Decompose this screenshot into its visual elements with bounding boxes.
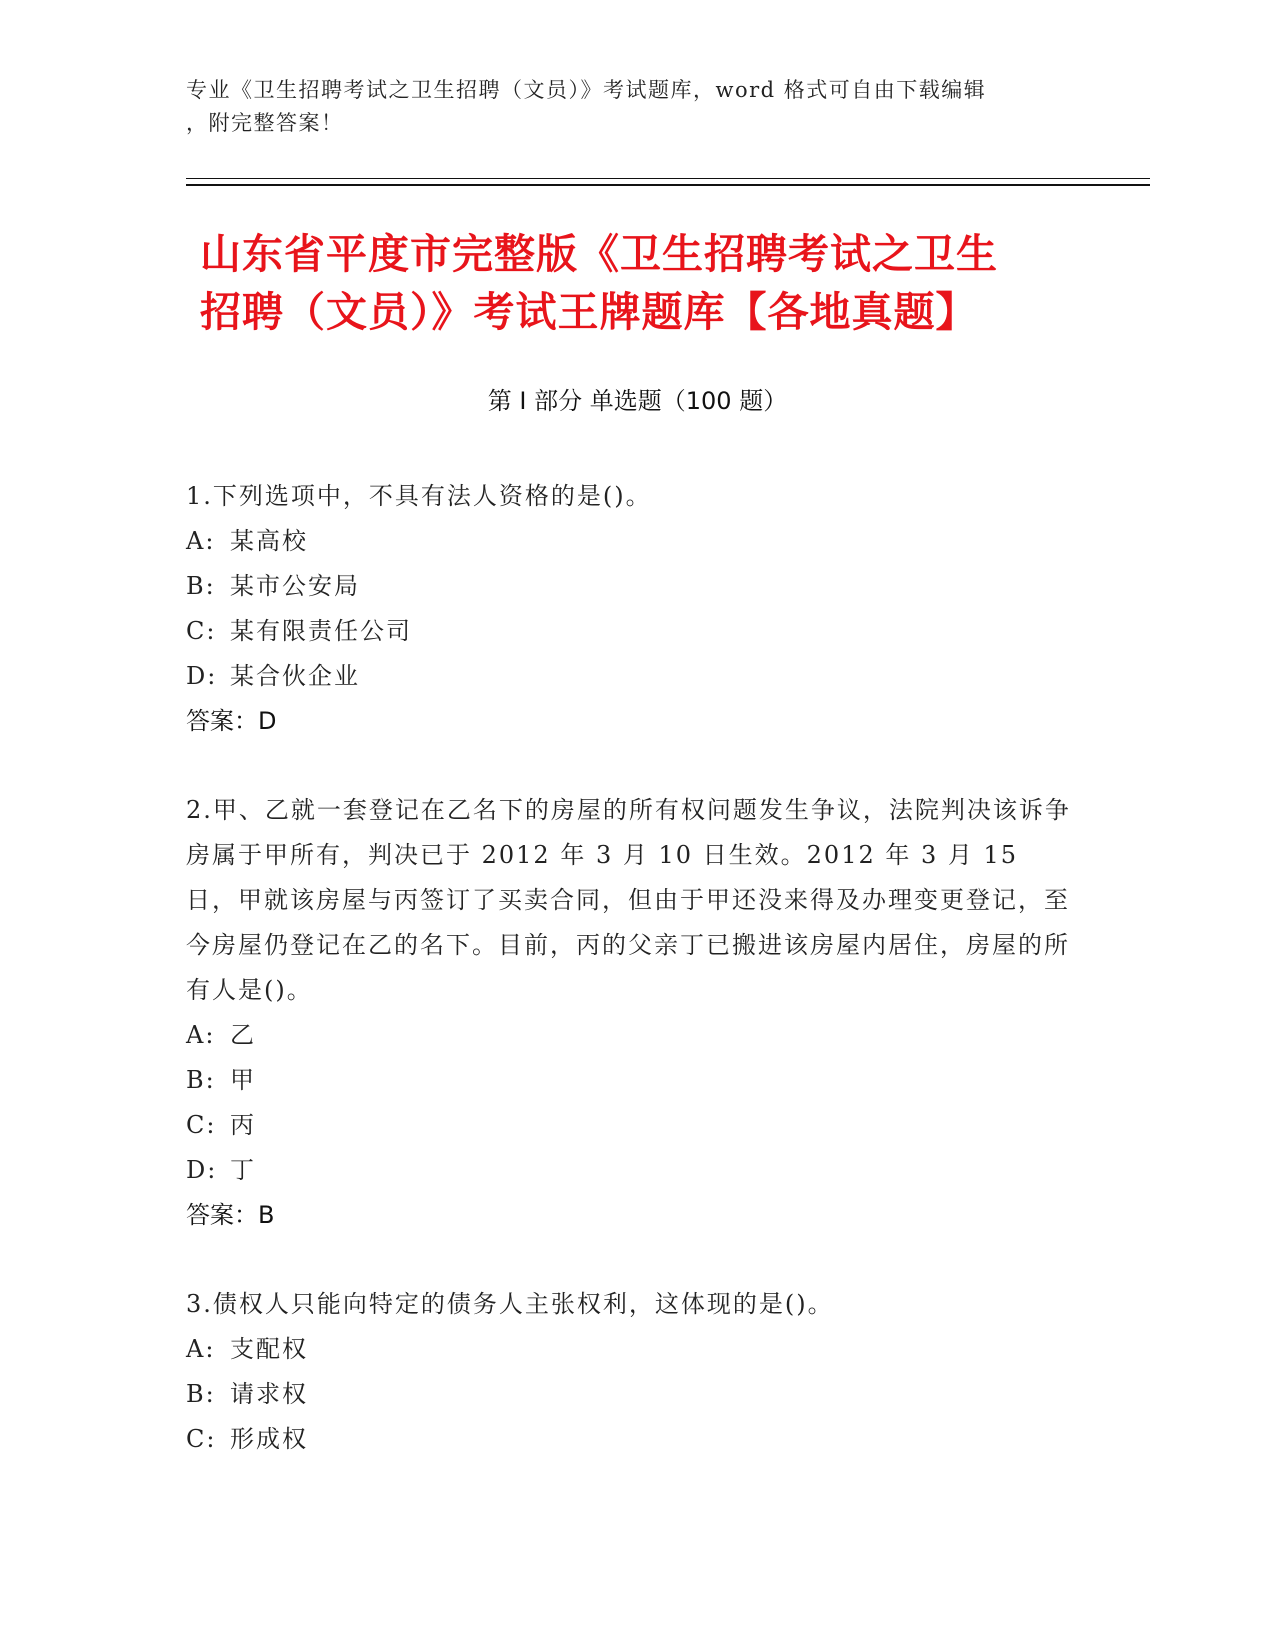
question-3 <box>186 1282 1076 1462</box>
option-text: 甲 <box>230 1066 256 1094</box>
option-text: 某高校 <box>230 527 308 555</box>
option-text: 丙 <box>230 1111 256 1139</box>
option-label: B: <box>186 1066 216 1094</box>
option-label: B: <box>186 1380 216 1408</box>
question-stem: 2.甲、乙就一套登记在乙名下的房屋的所有权问题发生争议，法院判决该诉争房属于甲所有，判决已于 2012 年 3 月 10 日生效。2012 年 3 月 15 日，甲就该房屋与丙签订了买卖合同，但由于甲还没来得及办理变更登记，至今房屋仍登记在乙的名下。目前，丙的父亲丁已搬进该房屋内居住，房屋的所有人是()。 <box>186 796 1071 1004</box>
question-list <box>186 474 1076 1506</box>
option-text: 支配权 <box>230 1335 308 1363</box>
header-note <box>186 74 1066 140</box>
option-label: A: <box>186 527 216 555</box>
option-label: D: <box>186 662 218 690</box>
option-text: 某有限责任公司 <box>230 617 412 645</box>
option-a <box>186 1327 1076 1372</box>
option-c <box>186 609 1076 654</box>
option-text: 形成权 <box>230 1425 308 1453</box>
header-rule-thin <box>186 178 1150 179</box>
document-title-line-2: 招聘（文员）》考试王牌题库【各地真题】 <box>200 288 978 336</box>
document-title-line-1: 山东省平度市完整版《卫生招聘考试之卫生 <box>200 230 998 278</box>
option-a <box>186 1013 1076 1058</box>
option-label: C: <box>186 1425 217 1453</box>
option-text: 某合伙企业 <box>230 662 360 690</box>
header-rule-thick <box>186 184 1150 186</box>
question-1 <box>186 474 1076 744</box>
question-stem: 3.债权人只能向特定的债务人主张权利，这体现的是()。 <box>186 1290 834 1318</box>
header-note-line-1: 专业《卫生招聘考试之卫生招聘（文员）》考试题库，word 格式可自由下载编辑 <box>186 78 987 102</box>
answer-value: D <box>258 707 277 735</box>
answer-value: B <box>258 1201 275 1229</box>
answer-prefix: 答案： <box>186 1201 258 1229</box>
option-d <box>186 1148 1076 1193</box>
option-c <box>186 1103 1076 1148</box>
option-a <box>186 519 1076 564</box>
option-label: C: <box>186 617 217 645</box>
header-note-line-2: ，附完整答案！ <box>186 111 344 135</box>
option-text: 请求权 <box>230 1380 308 1408</box>
option-text: 乙 <box>230 1021 256 1049</box>
document-title <box>200 225 1080 341</box>
option-label: B: <box>186 572 216 600</box>
option-label: A: <box>186 1335 216 1363</box>
option-b <box>186 1372 1076 1417</box>
option-c <box>186 1417 1076 1462</box>
option-label: A: <box>186 1021 216 1049</box>
answer-line <box>186 699 1076 744</box>
option-label: C: <box>186 1111 217 1139</box>
question-2 <box>186 788 1076 1238</box>
option-text: 某市公安局 <box>230 572 360 600</box>
question-stem: 1.下列选项中，不具有法人资格的是()。 <box>186 482 652 510</box>
option-b <box>186 564 1076 609</box>
answer-line <box>186 1193 1076 1238</box>
option-text: 丁 <box>230 1156 256 1184</box>
option-d <box>186 654 1076 699</box>
option-label: D: <box>186 1156 218 1184</box>
option-b <box>186 1058 1076 1103</box>
answer-prefix: 答案： <box>186 707 258 735</box>
section-heading: 第 I 部分 单选题（100 题） <box>487 387 788 415</box>
